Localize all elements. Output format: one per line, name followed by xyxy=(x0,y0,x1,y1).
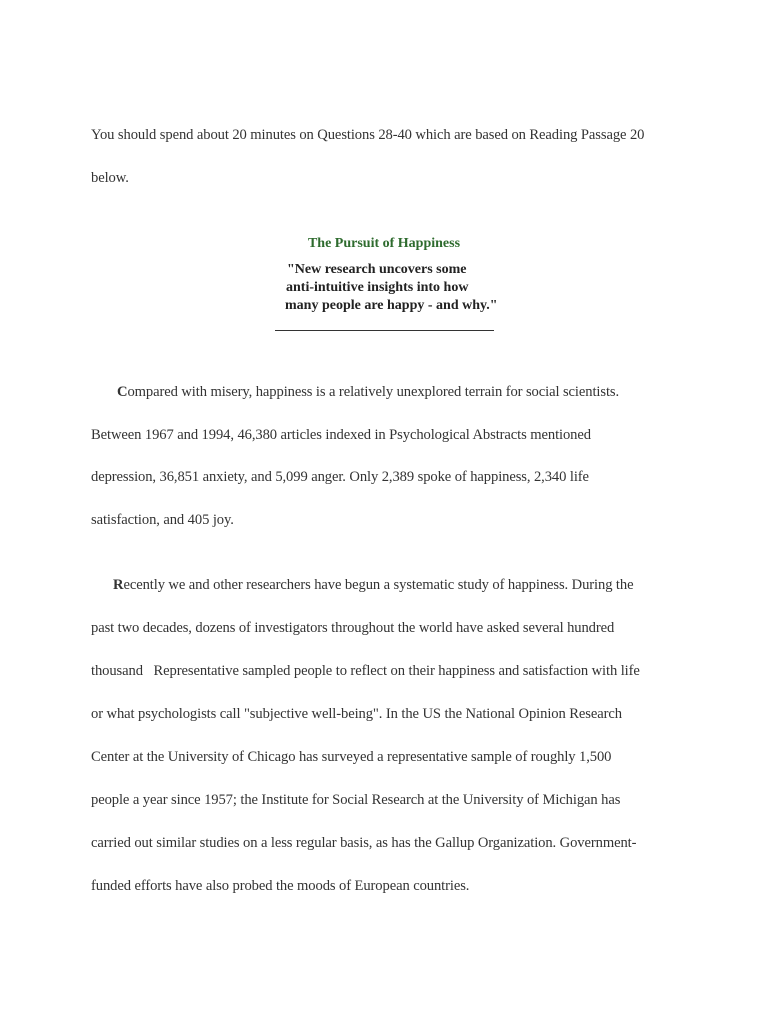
paragraph-2-line-4: or what psychologists call "subjective well-being". In the US the National Opinion Research xyxy=(91,706,622,722)
paragraph-1-line-4: satisfaction, and 405 joy. xyxy=(91,512,234,528)
instructions-line-2: below. xyxy=(91,170,129,186)
paragraph-1-line-1-text: ompared with misery, happiness is a relatively unexplored terrain for social scientists. xyxy=(127,384,620,400)
paragraph-2-line-2: past two decades, dozens of investigators throughout the world have asked several hundred xyxy=(91,620,615,636)
article-title: The Pursuit of Happiness xyxy=(307,236,461,251)
paragraph-1-drop-cap: C xyxy=(117,384,128,400)
paragraph-2-line-1 xyxy=(113,576,633,594)
paragraph-1-line-3: depression, 36,851 anxiety, and 5,099 anger. Only 2,389 spoke of happiness, 2,340 life xyxy=(91,469,589,485)
paragraph-2-line-8: funded efforts have also probed the moods of European countries. xyxy=(91,878,470,894)
paragraph-2-line-5: Center at the University of Chicago has surveyed a representative sample of roughly 1,500 xyxy=(91,749,612,765)
paragraph-2-line-6: people a year since 1957; the Institute for Social Research at the University of Michigan has xyxy=(91,792,621,808)
paragraph-2-line-3: thousand Representative sampled people to reflect on their happiness and satisfaction with life xyxy=(91,663,640,679)
article-subtitle-line-2: anti-intuitive insights into how xyxy=(286,280,469,295)
paragraph-1-line-2: Between 1967 and 1994, 46,380 articles indexed in Psychological Abstracts mentioned xyxy=(91,427,591,443)
title-divider xyxy=(275,330,494,331)
instructions-line-1: You should spend about 20 minutes on Questions 28-40 which are based on Reading Passage 20 xyxy=(91,127,645,143)
paragraph-2-line-1-text: ecently we and other researchers have begun a systematic study of happiness. During the xyxy=(123,577,634,593)
paragraph-2-drop-cap: R xyxy=(113,577,124,593)
article-subtitle-line-3: many people are happy - and why." xyxy=(285,298,498,313)
paragraph-2-line-7: carried out similar studies on a less regular basis, as has the Gallup Organization. Government- xyxy=(91,835,637,851)
paragraph-1-line-1 xyxy=(117,383,619,401)
article-subtitle-line-1: "New research uncovers some xyxy=(287,262,467,277)
